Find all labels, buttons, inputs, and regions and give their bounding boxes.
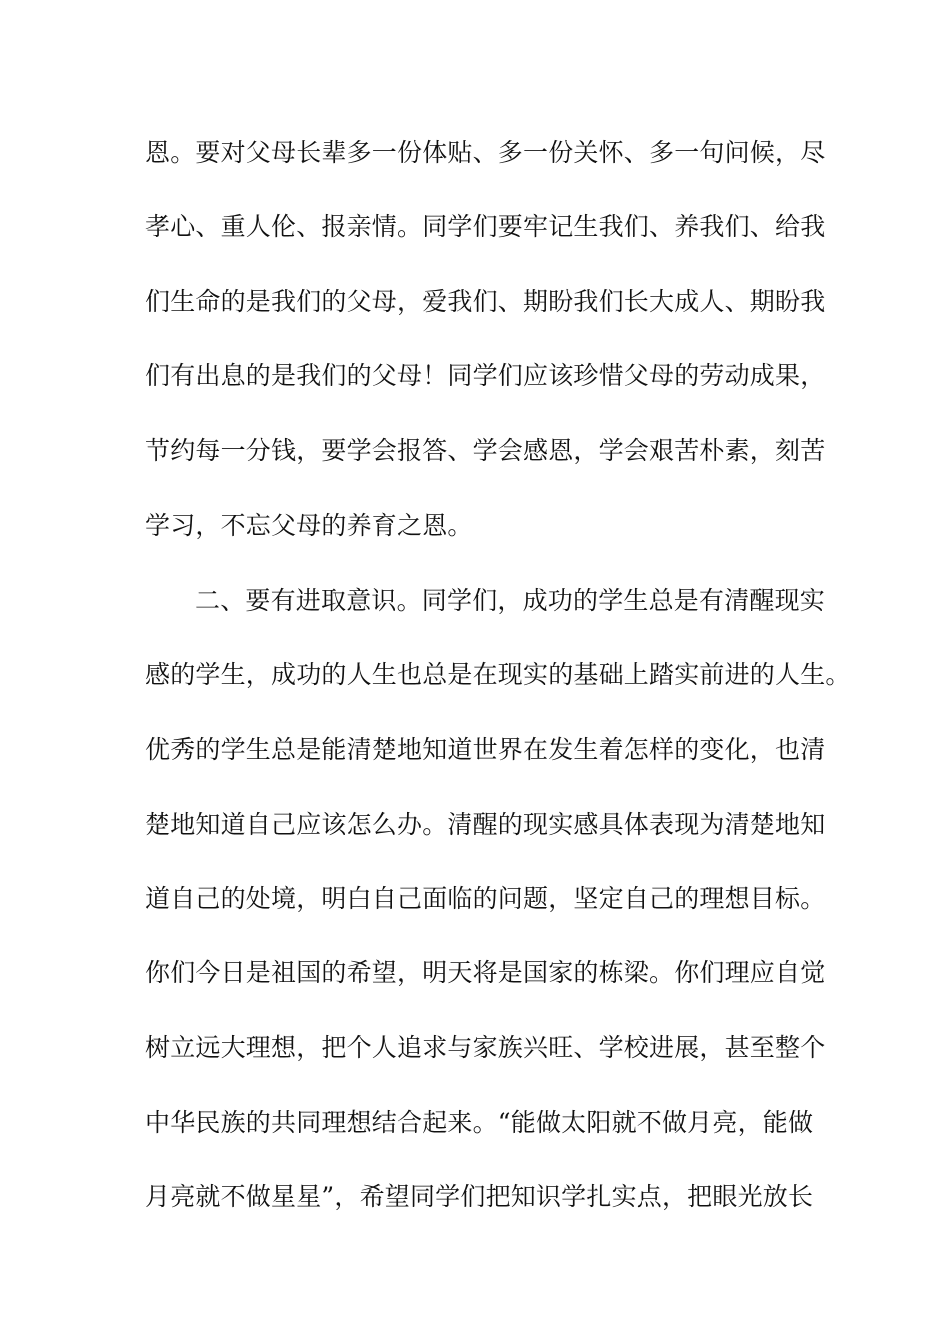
text-line: 感的学生，成功的人生也总是在现实的基础上踏实前进的人生。 bbox=[145, 660, 851, 689]
text-line: 学习，不忘父母的养育之恩。 bbox=[145, 511, 473, 540]
text-line: 节约每一分钱，要学会报答、学会感恩，学会艰苦朴素，刻苦 bbox=[145, 436, 826, 465]
text-line: 你们今日是祖国的希望，明天将是国家的栋梁。你们理应自觉 bbox=[145, 958, 826, 987]
text-line: 优秀的学生总是能清楚地知道世界在发生着怎样的变化，也清 bbox=[145, 735, 826, 764]
text-line: 道自己的处境，明白自己面临的问题，坚定自己的理想目标。 bbox=[145, 884, 826, 913]
paragraph-first-line: 二、要有进取意识。同学们，成功的学生总是有清醒现实 bbox=[195, 586, 826, 615]
text-line: 们有出息的是我们的父母！同学们应该珍惜父母的劳动成果， bbox=[145, 361, 826, 390]
text-line: 树立远大理想，把个人追求与家族兴旺、学校进展，甚至整个 bbox=[145, 1033, 826, 1062]
text-line: 月亮就不做星星”，希望同学们把知识学扎实点，把眼光放长 bbox=[145, 1182, 814, 1211]
text-line: 楚地知道自己应该怎么办。清醒的现实感具体表现为清楚地知 bbox=[145, 810, 826, 839]
text-line: 们生命的是我们的父母，爱我们、期盼我们长大成人、期盼我 bbox=[145, 287, 826, 316]
text-line: 孝心、重人伦、报亲情。同学们要牢记生我们、养我们、给我 bbox=[145, 212, 826, 241]
text-line: 恩。要对父母长辈多一份体贴、多一份关怀、多一句问候，尽 bbox=[145, 138, 826, 167]
text-line: 中华民族的共同理想结合起来。“能做太阳就不做月亮，能做 bbox=[145, 1108, 814, 1137]
